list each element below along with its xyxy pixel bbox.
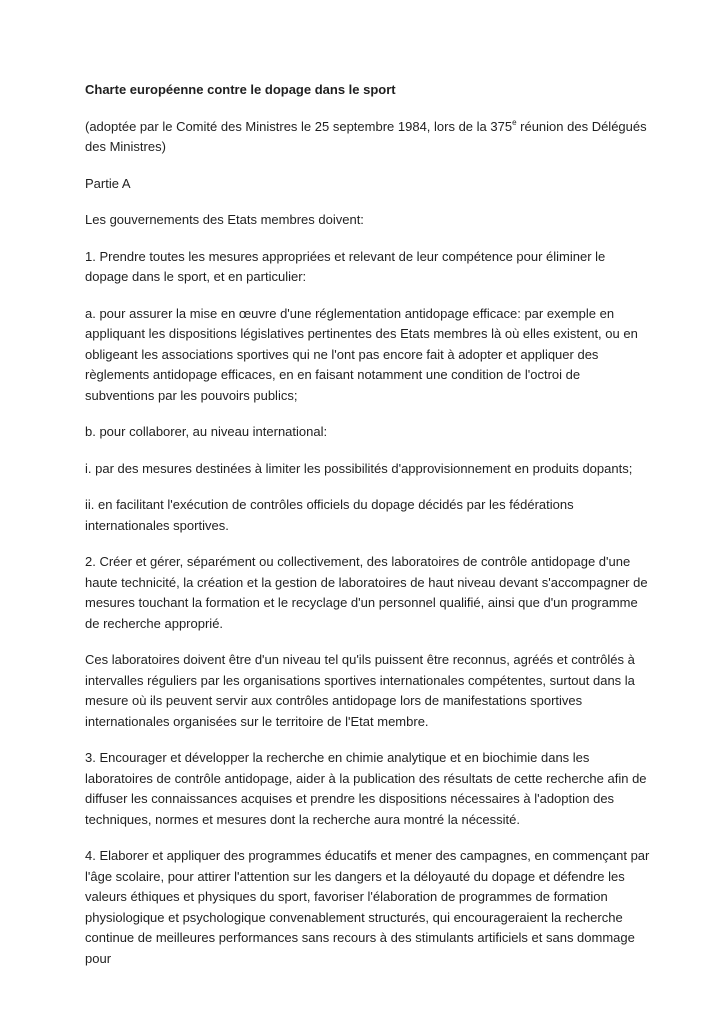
document-title: Charte européenne contre le dopage dans le sport <box>85 82 396 97</box>
paragraph-item-1: 1. Prendre toutes les mesures appropriées et relevant de leur compétence pour éliminer le dopage dans le sport, et en particulier: <box>85 248 606 284</box>
paragraph-item-1b: b. pour collaborer, au niveau international: <box>85 424 328 439</box>
paragraph-item-4: 4. Elaborer et appliquer des programmes éducatifs et mener des campagnes, en commençant par l'âge scolaire, pour attirer l'attention sur les dangers et la déloyauté du dopage et défendre les valeurs éthiques et physiques du sport, favoriser l'élaboration de programmes de formation physiologique et psychologique convenablement structurés, qui encourageraient la recherche continue de meilleures performances sans recours à des stimulants artificiels et sans dommage pour <box>85 848 650 966</box>
section-heading: Partie A <box>85 175 131 191</box>
paragraph-item-2: 2. Créer et gérer, séparément ou collectivement, des laboratoires de contrôle antidopage d'une haute technicité, la création et la gestion de laboratoires de haut niveau devant s'accompagner de mesures touchant la formation et le recyclage d'un personnel qualifié, ainsi que d'un programme de recherche approprié. <box>85 554 648 631</box>
paragraph-item-1b-ii: ii. en facilitant l'exécution de contrôles officiels du dopage décidés par les fédérations internationales sportives. <box>85 497 574 533</box>
paragraph-intro: Les gouvernements des Etats membres doivent: <box>85 212 364 227</box>
paragraph-item-3: 3. Encourager et développer la recherche en chimie analytique et en biochimie dans les laboratoires de contrôle antidopage, aider à la publication des résultats de cette recherche afin de diffuser les connaissances acquises et prendre les dispositions nécessaires à l'adoption des techniques, normes et mesures dont la recherche aura montré la nécessité. <box>85 750 647 827</box>
ordinal-superscript: e <box>512 117 517 127</box>
subtitle-text-after: réunion des Délégués des Ministres) <box>85 118 647 154</box>
paragraph-item-1a: a. pour assurer la mise en œuvre d'une réglementation antidopage efficace: par exemple en appliquant les dispositions législatives pertinentes des Etats membres là où elles existent, ou en obligeant les associations sportives qui ne l'ont pas encore fait à adopter et appliquer des règlements antidopage efficaces, en en faisant notamment une condition de l'octroi de subventions par les pouvoirs publics; <box>85 305 638 403</box>
paragraph-item-2-note: Ces laboratoires doivent être d'un niveau tel qu'ils puissent être reconnus, agréés et contrôlés à intervalles réguliers par les organisations sportives internationales compétentes, surtout dans la mesure où ils peuvent servir aux contrôles antidopage lors de manifestations sportives internationales organisées sur le territoire de l'Etat membre. <box>85 652 635 729</box>
document-body <box>85 80 652 969</box>
paragraph-item-1b-i: i. par des mesures destinées à limiter les possibilités d'approvisionnement en produits dopants; <box>85 460 633 476</box>
subtitle-text-before: (adoptée par le Comité des Ministres le 25 septembre 1984, lors de la 375 <box>85 118 513 134</box>
document-subtitle <box>85 117 652 158</box>
